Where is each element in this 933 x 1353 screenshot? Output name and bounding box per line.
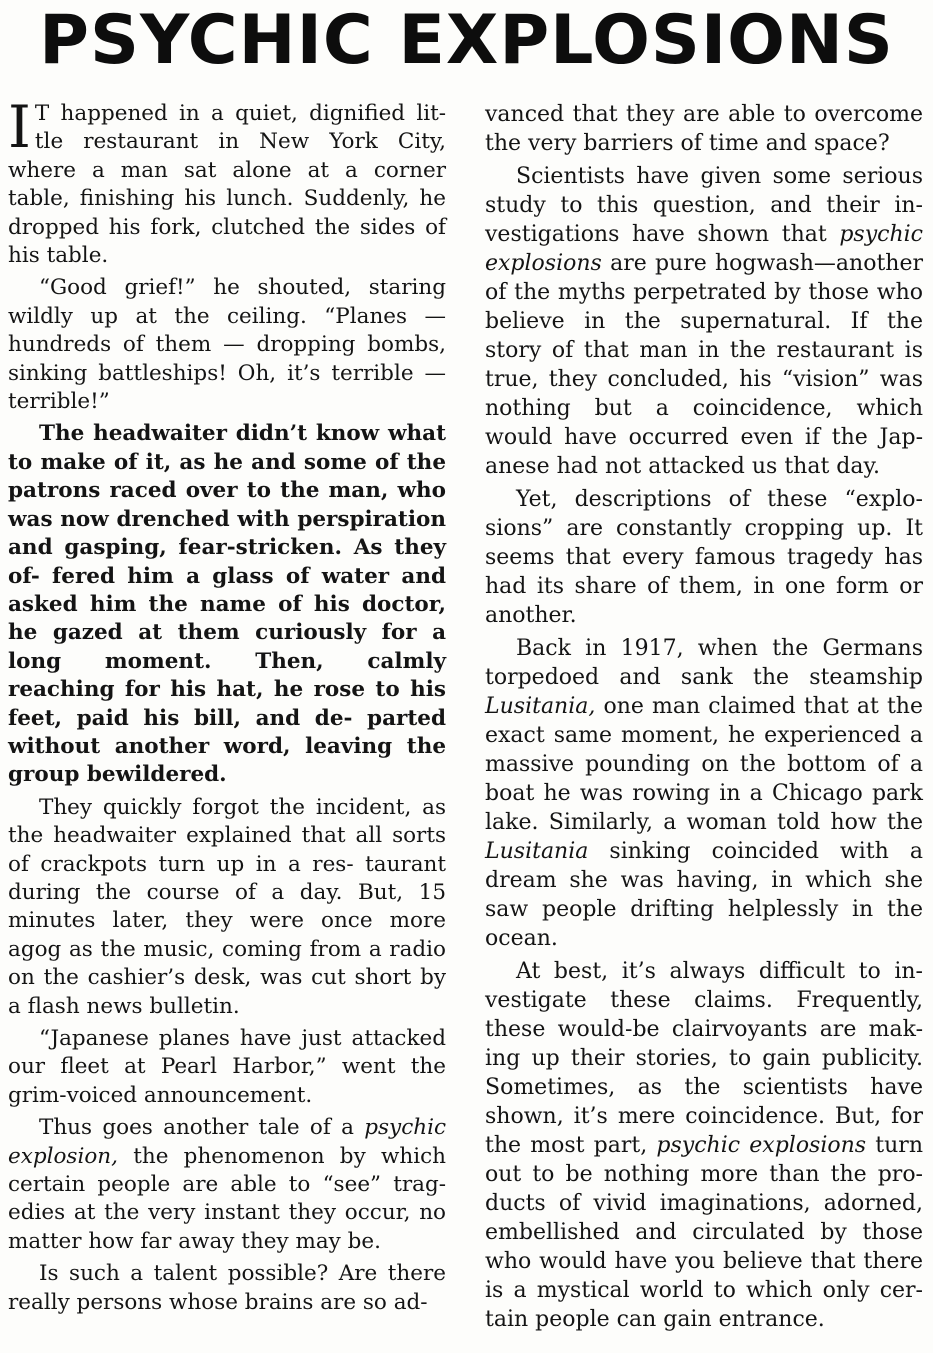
paragraph-6-text-b: the phenomenon by which certain people are able to “see” trag- edies at the very instant they occur, no matter how far away they may be. <box>8 1143 446 1254</box>
paragraph-8-text-b: are pure hogwash—another of the myths perpetrated by those who believe in the supernatural. If the story of that man in the restaurant is true, they concluded, his “vision” was nothing but a coincidence, which would have occurred even if the Jap- anese had not attacked us that day. <box>485 251 923 479</box>
paragraph-10-text-a: Back in 1917, when the Germans torpedoed and sank the steamship <box>485 636 923 690</box>
article-title: PSYCHIC EXPLOSIONS <box>39 1 894 80</box>
paragraph-7: Is such a talent possible? Are there really persons whose brains are so ad- <box>8 1261 446 1315</box>
paragraph-6-emphasis: psychic explosion, <box>8 1115 446 1169</box>
paragraph-6-text-a: Thus goes another tale of a <box>39 1115 365 1141</box>
paragraph-5: “Japanese planes have just attacked our fleet at Pearl Harbor,” went the grim-voiced announcement. <box>8 1026 446 1108</box>
paragraph-11 <box>485 957 923 1334</box>
paragraph-10-text-b: one man claimed that at the exact same moment, he experienced a massive pounding on the bottom of a boat he was rowing in a Chicago park lake. Similarly, a woman told how the <box>485 694 923 835</box>
paragraph-4: They quickly forgot the incident, as the headwaiter explained that all sorts of crackpots turn up in a res- taurant during the course of a day. But, 15 minutes later, they were once more agog as the music, coming from a radio on the cashier’s desk, was cut short by a flash news bulletin. <box>8 794 446 1019</box>
paragraph-8-emphasis: psychic explosions <box>485 222 923 276</box>
paragraph-6 <box>8 1114 446 1256</box>
paragraph-8-text-a: Scientists have given some serious study to this question, and their in- vestigations have shown that <box>485 164 923 247</box>
drop-cap: I <box>8 93 31 161</box>
paragraph-7-continued: vanced that they are able to overcome the very barriers of time and space? <box>485 102 923 156</box>
left-column <box>8 93 446 1321</box>
paragraph-10-text-c: sinking coincided with a dream she was having, in which she saw people drifting helplessly in the ocean. <box>485 839 923 951</box>
paragraph-1-text: T happened in a quiet, dignified lit- tle restaurant in New York City, where a man sat alone at a corner table, finishing his lunch. Suddenly, he dropped his fork, clutched the sides of his table. <box>8 101 446 269</box>
paragraph-2: “Good grief!” he shouted, staring wildly up at the ceiling. “Planes — hundreds of them — dropping bombs, sinking battleships! Oh, it’s terrible —terrible!” <box>8 275 446 415</box>
paragraph-9: Yet, descriptions of these “explo- sions” are constantly cropping up. It seems that every famous tragedy has had its share of them, in one form or another. <box>485 487 923 628</box>
right-column <box>485 100 923 1338</box>
paragraph-11-emphasis: psychic explosions <box>656 1133 867 1158</box>
paragraph-10 <box>485 634 923 953</box>
paragraph-10-emphasis-1: Lusitania, <box>485 694 596 719</box>
paragraph-11-text-b: turn out to be nothing more than the pro- ducts of vivid imaginations, adorned, embellished and circulated by those who would have you believe that there is a mystical world to which only cer- tain people can gain entrance. <box>485 1133 923 1332</box>
paragraph-10-emphasis-2: Lusitania <box>485 839 589 864</box>
paragraph-1 <box>8 93 446 270</box>
paragraph-11-text-a: At best, it’s always difficult to in- vestigate these claims. Frequently, these would-be clairvoyants are mak- ing up their stories, to gain publicity. Sometimes, as the scientists have shown, it’s mere coincidence. But, for the most part, <box>485 959 923 1158</box>
paragraph-8 <box>485 162 923 481</box>
paragraph-3: The headwaiter didn’t know what to make of it, as he and some of the patrons raced over to the man, who was now drenched with perspiration and gasping, fear-stricken. As they of- fered him a glass of water and asked him the name of his doctor, he gazed at them curiously for a long moment. Then, calmly reaching for his hat, he rose to his feet, paid his bill, and de- parted without another word, leaving the group bewildered. <box>8 421 446 788</box>
